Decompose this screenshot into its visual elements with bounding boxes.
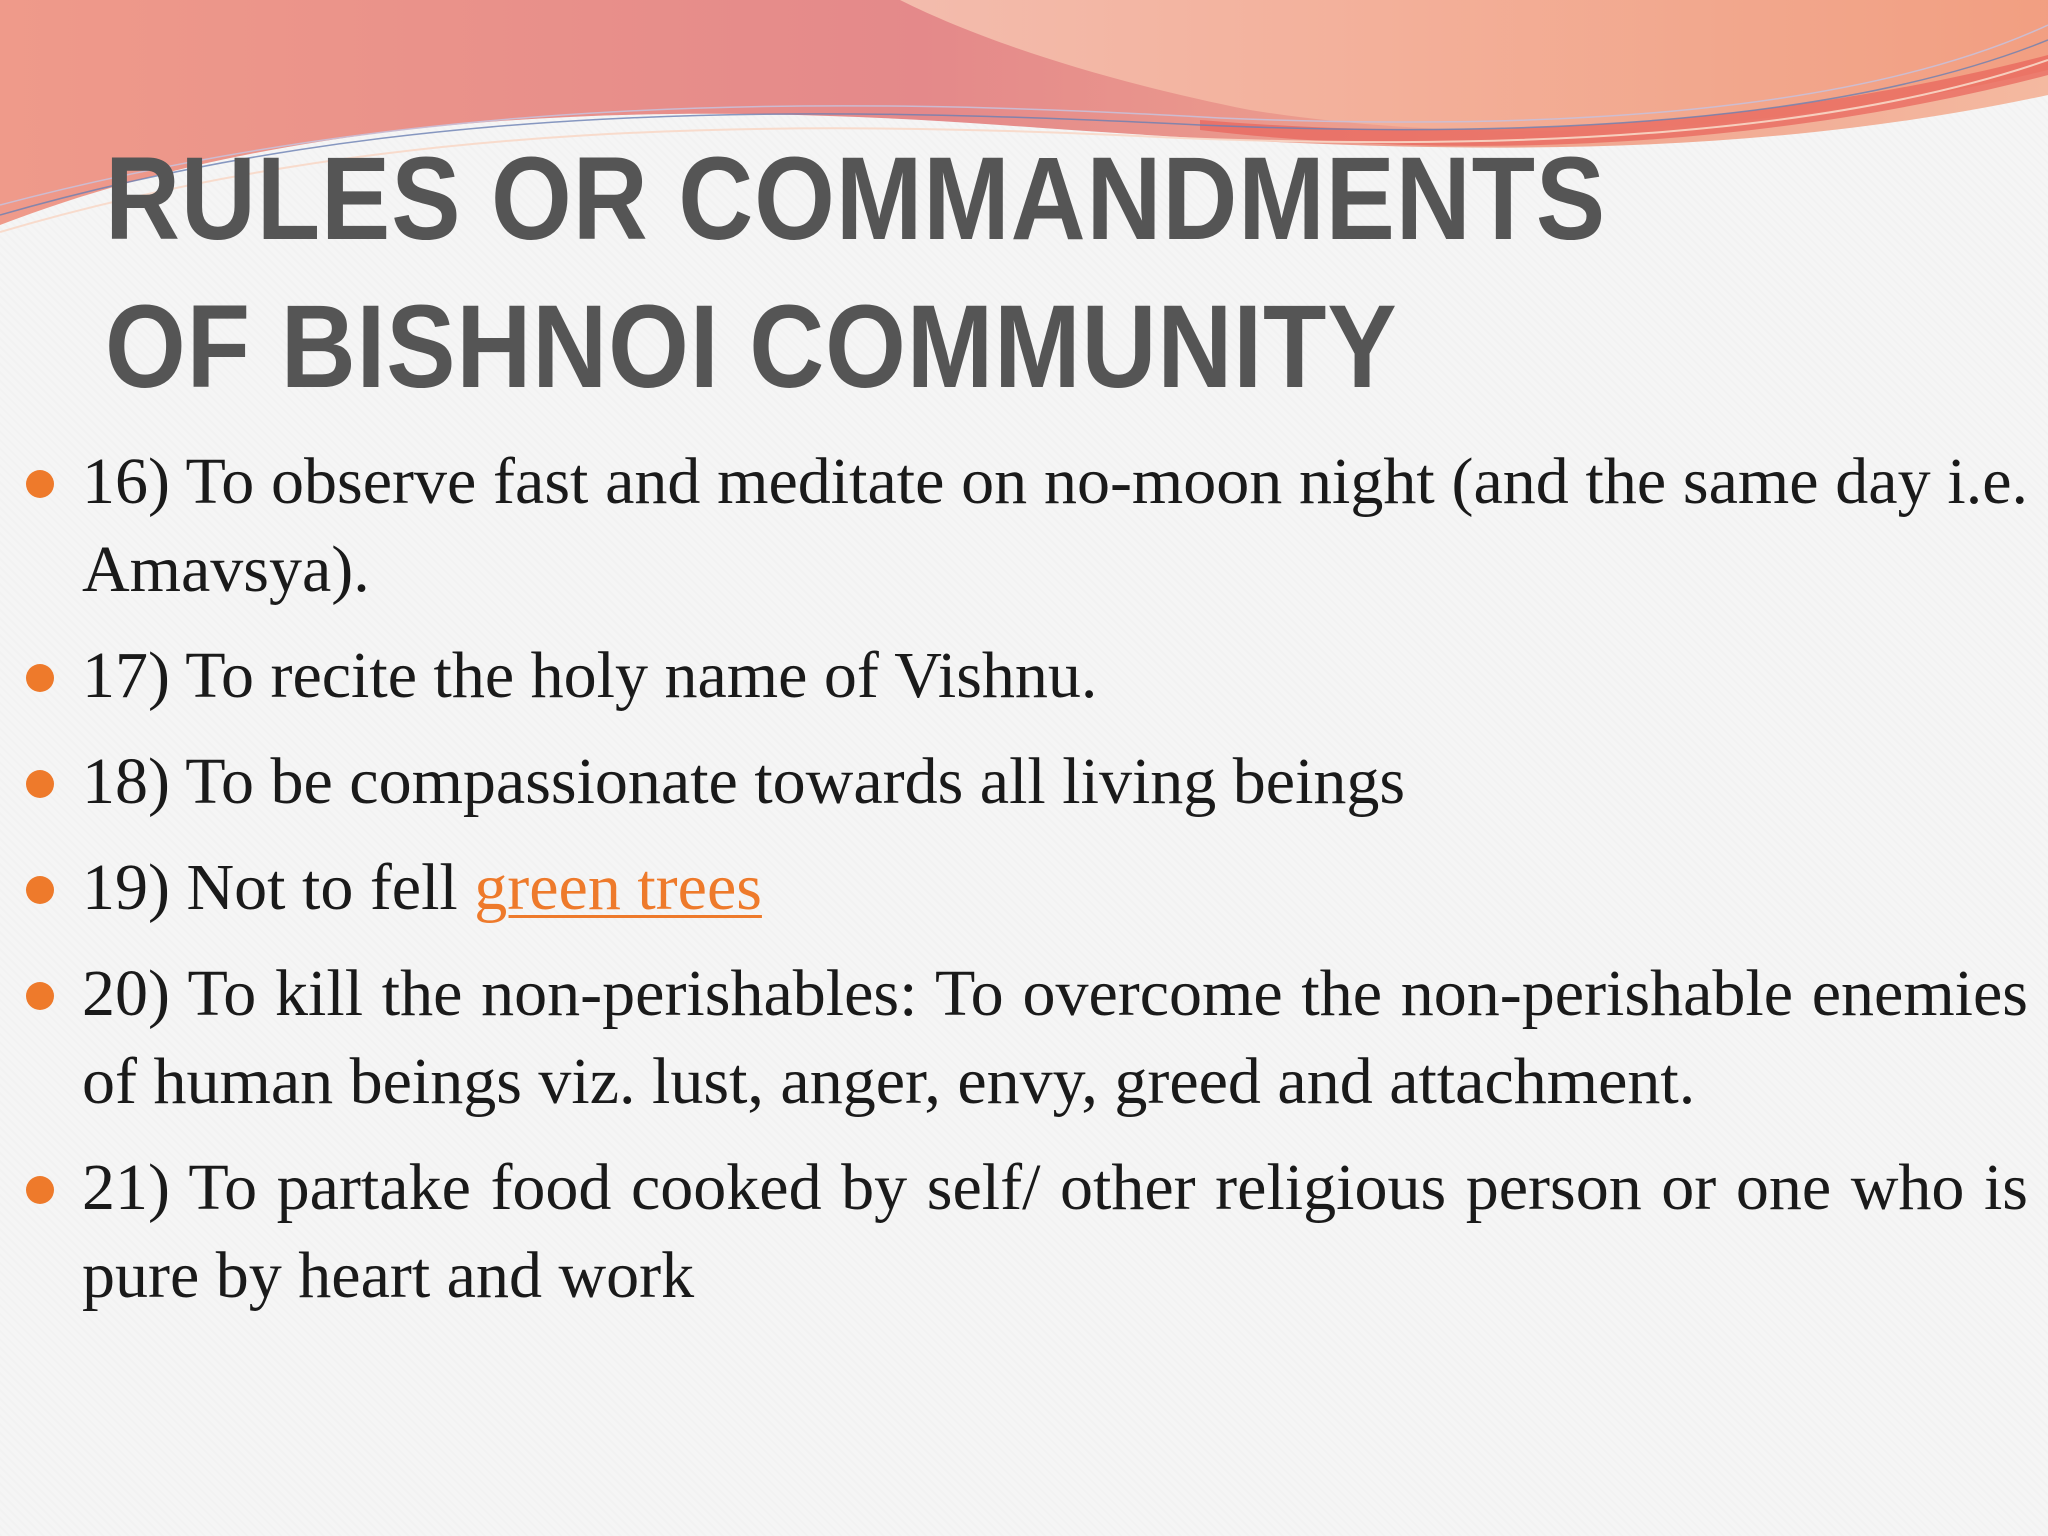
list-item-text: 19) Not to fell [82,851,475,924]
bullet-dot-icon [26,470,54,498]
list-item-19 [0,844,2048,932]
green-trees-link[interactable]: green trees [474,851,762,924]
list-item-text: 16) To observe fast and meditate on no-moon night (and the same day i.e. Amavsya). [82,445,2028,606]
bullet-dot-icon [26,1176,54,1204]
title-line-2: OF BISHNOI COMMUNITY [105,281,1398,413]
list-item-text: 21) To partake food cooked by self/ other religious person or one who is pure by heart and work [82,1151,2028,1312]
bullet-dot-icon [26,664,54,692]
list-item-21 [0,1144,2048,1320]
list-item-16 [0,438,2048,614]
bullet-dot-icon [26,876,54,904]
bullet-dot-icon [26,770,54,798]
list-item-text: 17) To recite the holy name of Vishnu. [82,639,1098,712]
list-item-text: 20) To kill the non-perishables: To overcome the non-perishable enemies of human beings viz. lust, anger, envy, greed and attachment. [82,957,2028,1118]
list-item-18 [0,738,2048,826]
list-item-17 [0,632,2048,720]
bullet-dot-icon [26,982,54,1010]
title-line-1: RULES OR COMMANDMENTS [105,133,1607,265]
list-item-text: 18) To be compassionate towards all living beings [82,745,1406,818]
bullet-list [0,438,2048,1338]
list-item-20 [0,950,2048,1126]
slide-title [105,125,1777,421]
